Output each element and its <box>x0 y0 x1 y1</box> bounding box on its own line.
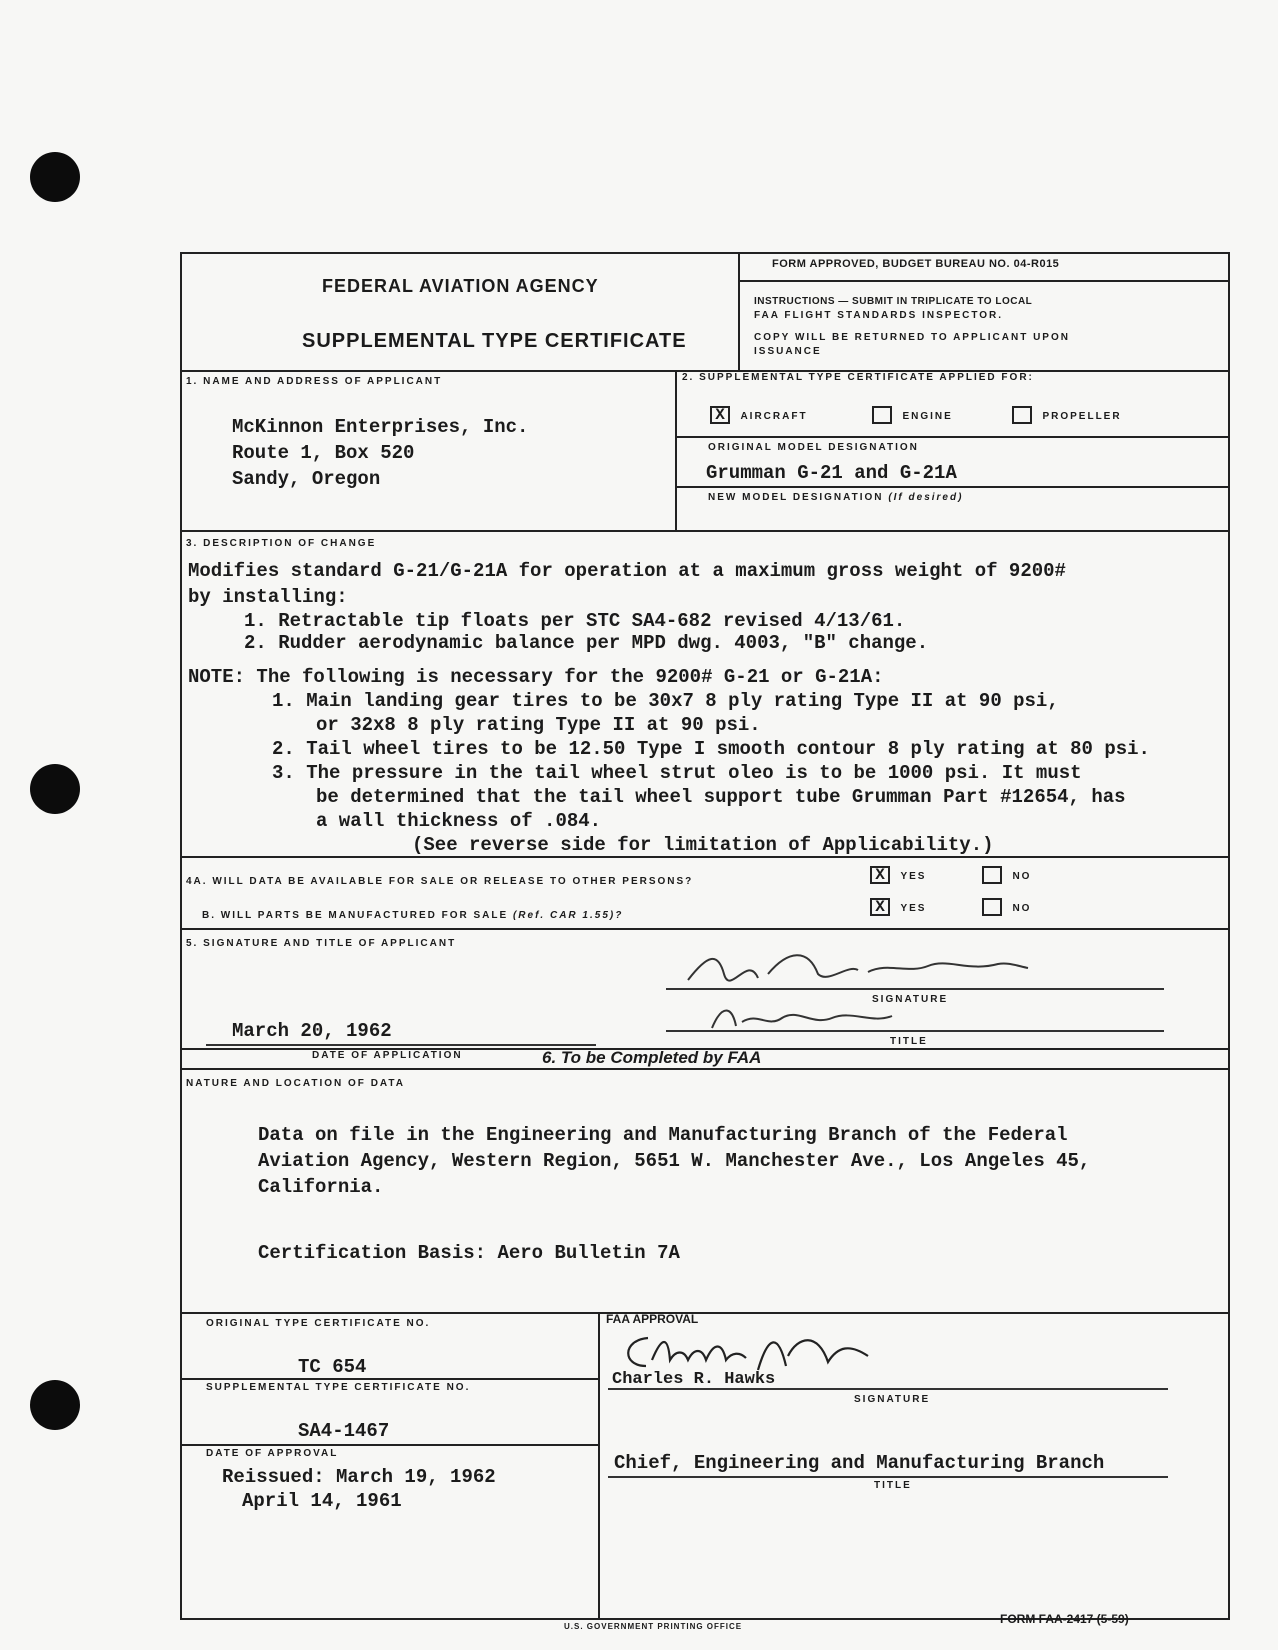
description-line: 3. The pressure in the tail wheel strut oleo is to be 1000 psi. It must <box>272 762 1082 784</box>
engine-option[interactable] <box>872 406 953 424</box>
q4b-yes-option[interactable] <box>870 898 926 916</box>
binder-hole-bottom <box>30 1380 80 1430</box>
propeller-label: PROPELLER <box>1042 411 1122 423</box>
faa-approver-title: Chief, Engineering and Manufacturing Branch <box>614 1452 1105 1474</box>
description-line: be determined that the tail wheel support tube Grumman Part #12654, has <box>316 786 1126 808</box>
binder-hole-top <box>30 152 80 202</box>
aircraft-checkbox[interactable]: X <box>710 406 730 424</box>
original-tc-label: ORIGINAL TYPE CERTIFICATE NO. <box>206 1318 431 1329</box>
original-model-label: ORIGINAL MODEL DESIGNATION <box>708 442 919 453</box>
faa-approval-label: FAA APPROVAL <box>606 1312 699 1326</box>
no-label: NO <box>1012 903 1032 915</box>
instructions-line-4: ISSUANCE <box>754 346 822 357</box>
binder-hole-middle <box>30 764 80 814</box>
propeller-option[interactable] <box>1012 406 1122 424</box>
application-date: March 20, 1962 <box>232 1020 392 1042</box>
question-4b: B. WILL PARTS BE MANUFACTURED FOR SALE (Ref. CAR 1.55)? <box>202 910 624 921</box>
description-line: by installing: <box>188 586 348 608</box>
stc-number-label: SUPPLEMENTAL TYPE CERTIFICATE NO. <box>206 1382 471 1393</box>
description-line: 2. Rudder aerodynamic balance per MPD dwg. 4003, "B" change. <box>244 632 929 654</box>
faa-title-label: TITLE <box>874 1480 912 1491</box>
data-location-line: Data on file in the Engineering and Manufacturing Branch of the Federal <box>258 1124 1068 1146</box>
applicant-address: Route 1, Box 520 <box>232 442 415 464</box>
description-label: 3. DESCRIPTION OF CHANGE <box>186 538 377 549</box>
signature-label: SIGNATURE <box>872 994 949 1005</box>
description-line: 1. Main landing gear tires to be 30x7 8 ply rating Type II at 90 psi, <box>272 690 1059 712</box>
certification-basis: Certification Basis: Aero Bulletin 7A <box>258 1242 680 1264</box>
faa-approver-name: Charles R. Hawks <box>612 1370 776 1389</box>
q4a-yes-checkbox[interactable]: X <box>870 866 890 884</box>
new-model-label: NEW MODEL DESIGNATION (If desired) <box>708 492 964 503</box>
data-location-line: California. <box>258 1176 384 1198</box>
stc-number-value: SA4-1467 <box>298 1420 390 1442</box>
instructions-line-2: FAA FLIGHT STANDARDS INSPECTOR. <box>754 310 1004 321</box>
applicant-label: 1. NAME AND ADDRESS OF APPLICANT <box>186 376 443 387</box>
description-note: NOTE: The following is necessary for the 9200# G-21 or G-21A: <box>188 666 884 688</box>
yes-label: YES <box>900 871 927 883</box>
reverse-side-note: (See reverse side for limitation of Applicability.) <box>412 834 994 856</box>
description-line: 1. Retractable tip floats per STC SA4-682 revised 4/13/61. <box>244 610 906 632</box>
q4b-no-checkbox[interactable] <box>982 898 1002 916</box>
form-approved-note: FORM APPROVED, BUDGET BUREAU NO. 04-R015 <box>772 258 1060 270</box>
aircraft-label: AIRCRAFT <box>740 411 808 423</box>
q4a-no-checkbox[interactable] <box>982 866 1002 884</box>
propeller-checkbox[interactable] <box>1012 406 1032 424</box>
stc-form <box>180 252 1230 1620</box>
new-model-hint: (If desired) <box>888 492 964 503</box>
form-number: FORM FAA-2417 (5-59) <box>1000 1612 1129 1626</box>
q4a-no-option[interactable] <box>982 866 1031 884</box>
description-line: 2. Tail wheel tires to be 12.50 Type I smooth contour 8 ply rating at 80 psi. <box>272 738 1150 760</box>
original-model-value: Grumman G-21 and G-21A <box>706 462 957 484</box>
no-label: NO <box>1012 871 1032 883</box>
approval-date-value: April 14, 1961 <box>242 1490 402 1512</box>
approval-date-label: DATE OF APPROVAL <box>206 1448 339 1459</box>
applicant-title-handwriting <box>702 998 902 1038</box>
aircraft-option[interactable] <box>710 406 808 424</box>
description-line: Modifies standard G-21/G-21A for operation at a maximum gross weight of 9200# <box>188 560 1066 582</box>
description-line: a wall thickness of .084. <box>316 810 602 832</box>
reissued-date: Reissued: March 19, 1962 <box>222 1466 496 1488</box>
applied-for-label: 2. SUPPLEMENTAL TYPE CERTIFICATE APPLIED FOR: <box>682 372 1034 383</box>
title-label: TITLE <box>890 1036 928 1047</box>
signature-section-label: 5. SIGNATURE AND TITLE OF APPLICANT <box>186 938 457 949</box>
q4b-reference: (Ref. CAR 1.55)? <box>512 910 624 921</box>
q4a-yes-option[interactable] <box>870 866 926 884</box>
original-tc-value: TC 654 <box>298 1356 367 1378</box>
description-line: or 32x8 8 ply rating Type II at 90 psi. <box>316 714 761 736</box>
instructions-line-3: COPY WILL BE RETURNED TO APPLICANT UPON <box>754 332 1070 343</box>
engine-label: ENGINE <box>902 411 953 423</box>
printing-office-note: U.S. GOVERNMENT PRINTING OFFICE <box>564 1622 743 1631</box>
faa-signature-label: SIGNATURE <box>854 1394 931 1405</box>
q4b-no-option[interactable] <box>982 898 1031 916</box>
applicant-name: McKinnon Enterprises, Inc. <box>232 416 529 438</box>
faa-section-title: 6. To be Completed by FAA <box>542 1048 762 1067</box>
form-title: SUPPLEMENTAL TYPE CERTIFICATE <box>302 330 687 352</box>
engine-checkbox[interactable] <box>872 406 892 424</box>
data-location-line: Aviation Agency, Western Region, 5651 W. Manchester Ave., Los Angeles 45, <box>258 1150 1091 1172</box>
q4b-yes-checkbox[interactable]: X <box>870 898 890 916</box>
question-4a: 4A. WILL DATA BE AVAILABLE FOR SALE OR RELEASE TO OTHER PERSONS? <box>186 876 694 887</box>
date-of-application-label: DATE OF APPLICATION <box>312 1050 463 1061</box>
applicant-city: Sandy, Oregon <box>232 468 381 490</box>
yes-label: YES <box>900 903 927 915</box>
applicant-signature <box>678 944 1038 994</box>
agency-title: FEDERAL AVIATION AGENCY <box>322 276 599 296</box>
instructions-line-1: INSTRUCTIONS — SUBMIT IN TRIPLICATE TO LOCAL <box>754 296 1033 307</box>
nature-of-data-label: NATURE AND LOCATION OF DATA <box>186 1078 405 1089</box>
